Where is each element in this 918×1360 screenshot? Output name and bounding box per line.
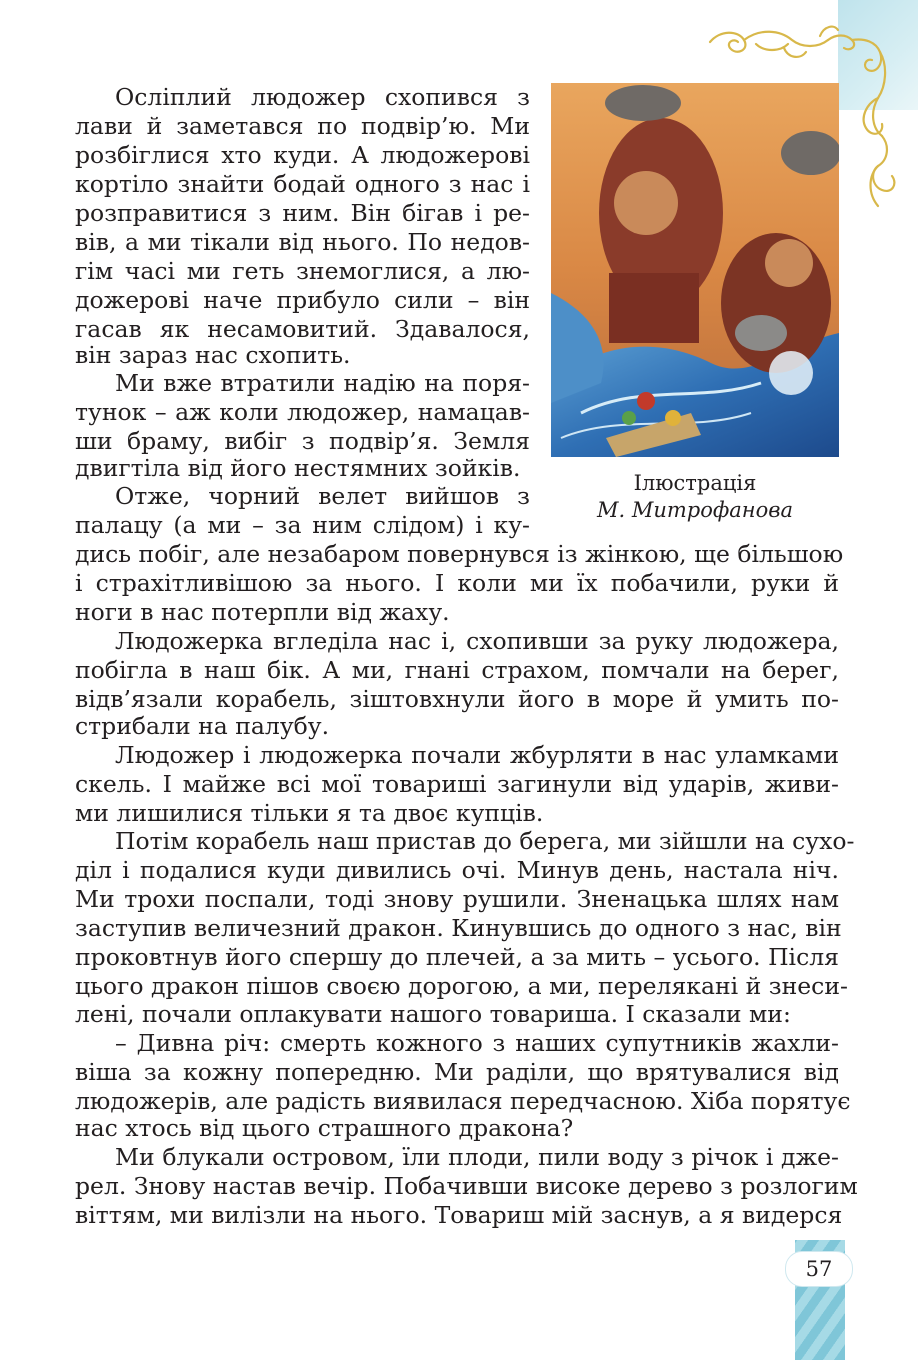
caption-label: Ілюстрація <box>633 471 757 495</box>
text-line: розправитися з ним. Він бігав і ре- <box>75 199 530 227</box>
caption-author: М. Митрофанова <box>596 498 794 522</box>
figure-caption <box>551 470 839 524</box>
text-line: скель. І майже всі мої товариші загинули від ударів, живи- <box>75 770 839 798</box>
page-number: 57 <box>785 1251 853 1287</box>
text-line: ми лишилися тільки я та двоє купців. <box>75 799 544 827</box>
text-line: Ми блукали островом, їли плоди, пили воду з річок і дже- <box>115 1143 839 1171</box>
text-line: проковтнув його спершу до плечей, а за мить – усього. Після <box>75 943 839 971</box>
text-line: ши браму, вибіг з подвір’я. Земля <box>75 427 530 455</box>
text-line: і страхітливішою за нього. І коли ми їх побачили, руки й <box>75 569 839 597</box>
text-line: гім часі ми геть знемоглися, а лю- <box>75 257 530 285</box>
text-line: цього дракон пішов своєю дорогою, а ми, переляканi й знеси- <box>75 972 848 1000</box>
text-line: палацу (а ми – за ним слідом) і ку- <box>75 511 530 539</box>
text-line: вів, а ми тікали від нього. По недов- <box>75 228 530 256</box>
text-line: Людожер і людожерка почали жбурляти в нас уламками <box>115 741 839 769</box>
text-line: Людожерка вгледіла нас і, схопивши за руку людожера, <box>115 627 839 655</box>
text-line: відв’язали корабель, зіштовхнули його в море й умить по- <box>75 685 839 713</box>
text-line: двигтіла від його нестямних зойків. <box>75 454 521 482</box>
text-line: діл і подалися куди дивились очі. Минув день, настала ніч. <box>75 856 839 884</box>
text-line: гасав як несамовитий. Здавалося, <box>75 315 530 343</box>
text-line: рел. Знову настав вечір. Побачивши високе дерево з розлогим <box>75 1172 858 1200</box>
text-line: віша за кожну попередню. Ми раділи, що врятувалися від <box>75 1058 839 1086</box>
text-line: – Дивна річ: смерть кожного з наших супутників жахли- <box>115 1029 839 1057</box>
text-line: ноги в нас потерпли від жаху. <box>75 598 450 626</box>
text-line: заступив величезний дракон. Кинувшись до одного з нас, він <box>75 914 842 942</box>
text-line: лені, почали оплакувати нашого товариша. І сказали ми: <box>75 1000 791 1028</box>
text-line: Ми вже втратили надію на поря- <box>115 369 530 397</box>
text-line: Ми трохи поспали, тоді знову рушили. Зненацька шлях нам <box>75 885 839 913</box>
text-line: Отже, чорний велет вийшов з <box>115 482 530 510</box>
text-line: нас хтось від цього страшного дракона? <box>75 1114 574 1142</box>
text-line: людожерів, але радість виявилася передчасною. Хіба порятує <box>75 1087 851 1115</box>
text-line: кортіло знайти бодай одного з нас і <box>75 170 530 198</box>
text-line: дожерові наче прибуло сили – він <box>75 286 530 314</box>
text-line: побігла в наш бік. А ми, гнані страхом, помчали на берег, <box>75 656 839 684</box>
text-line: він зараз нас схопить. <box>75 341 351 369</box>
text-line: Потім корабель наш пристав до берега, ми зійшли на сухо- <box>115 827 855 855</box>
text-line: стрибали на палубу. <box>75 712 330 740</box>
text-line: дись побіг, але незабаром повернувся із жінкою, ще більшою <box>75 540 844 568</box>
text-line: лави й заметався по подвір’ю. Ми <box>75 112 530 140</box>
text-line: віттям, ми вилізли на нього. Товариш мій заснув, а я видерся <box>75 1201 843 1229</box>
text-line: Осліплий людожер схопився з <box>115 83 530 111</box>
ogre-illustration <box>551 83 839 457</box>
text-line: тунок – аж коли людожер, намацав- <box>75 398 530 426</box>
text-line: розбіглися хто куди. А людожерові <box>75 141 530 169</box>
